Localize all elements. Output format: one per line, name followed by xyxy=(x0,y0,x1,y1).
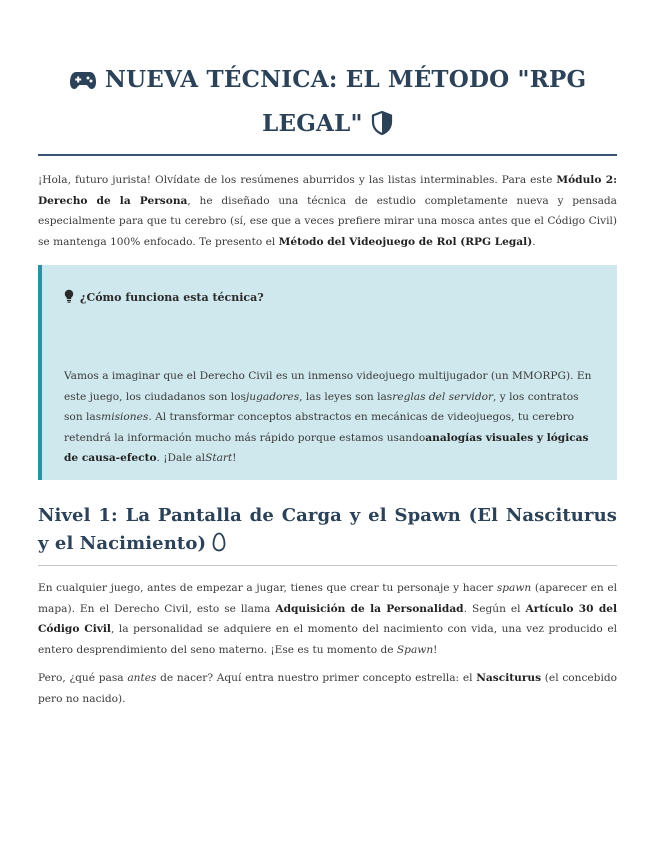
callout-emphasis: reglas del servidor xyxy=(392,390,494,403)
body-text: ! xyxy=(433,643,438,656)
intro-text: ¡Hola, futuro jurista! Olvídate de los resúmenes aburridos y las listas interminables. Para este xyxy=(38,174,557,186)
callout-heading xyxy=(64,289,593,308)
page-title xyxy=(38,60,617,148)
callout-heading-text: ¿Cómo funciona esta técnica? xyxy=(80,291,264,304)
body-strong: Artículo 30 del Código Civil xyxy=(38,602,617,635)
body-text: (el concebido pero no nacido). xyxy=(38,672,617,705)
intro-paragraph xyxy=(38,170,617,252)
body-emphasis: antes xyxy=(127,672,157,684)
body-text: (aparecer en el mapa). En el Derecho Civil, esto se llama xyxy=(38,582,617,615)
body-text: . Según el xyxy=(463,602,526,615)
level-1-paragraph-2 xyxy=(38,668,617,709)
body-emphasis: Spawn xyxy=(396,643,434,656)
module-name: Módulo 2: Derecho de la Persona xyxy=(38,174,617,207)
body-text: En cualquier juego, antes de empezar a jugar, tienes que crear tu personaje y hacer xyxy=(38,582,497,594)
page-title-text: NUEVA TÉCNICA: EL MÉTODO "RPG LEGAL" xyxy=(104,66,587,137)
intro-text: . xyxy=(532,235,536,248)
callout-text: . ¡Dale al xyxy=(156,452,206,464)
shield-icon xyxy=(371,108,393,148)
egg-icon xyxy=(212,532,226,561)
level-1-heading-text: Nivel 1: La Pantalla de Carga y el Spawn (El Nasciturus y el Nacimiento) xyxy=(38,505,617,554)
title-divider xyxy=(38,154,617,156)
callout-body xyxy=(64,366,593,469)
level-1-heading xyxy=(38,502,617,561)
body-text: Pero, ¿qué pasa xyxy=(38,672,128,684)
lightbulb-icon xyxy=(64,289,74,308)
title-section xyxy=(38,0,617,156)
callout-emphasis: Start xyxy=(205,452,233,464)
callout-text: . Al transformar conceptos abstractos en mecánicas de videojuegos, tu cerebro retendrá la información mucho más rápido porque estamos usando xyxy=(64,411,575,444)
intro-text: , he diseñado una técnica de estudio completamente nueva y pensada especialmente para que tu cerebro (sí, ese que a veces prefiere mirar una mosca antes que el Código Civil) se mantenga 100% enfocado. Te presento el xyxy=(38,194,617,248)
callout-text: , las leyes son las xyxy=(299,390,393,403)
method-name: Método del Videojuego de Rol (RPG Legal) xyxy=(278,235,533,248)
callout-strong: analogías visuales y lógicas de causa-efecto xyxy=(64,431,589,464)
body-text: de nacer? Aquí entra nuestro primer concepto estrella: el xyxy=(156,672,477,684)
callout-emphasis: jugadores xyxy=(246,390,300,403)
level-1-paragraph-1 xyxy=(38,578,617,660)
level-1-divider xyxy=(38,565,617,566)
gamepad-icon xyxy=(69,64,97,104)
callout-text: , y los contratos son las xyxy=(64,390,579,423)
callout-text: ! xyxy=(232,452,237,464)
body-text: , la personalidad se adquiere en el momento del nacimiento con vida, una vez producido el entero desprendimiento del seno materno. ¡Ese es tu momento de xyxy=(38,623,617,656)
body-strong: Adquisición de la Personalidad xyxy=(275,602,464,615)
body-emphasis: spawn xyxy=(496,582,532,594)
callout-emphasis: misiones xyxy=(101,411,149,423)
body-strong: Nasciturus xyxy=(476,672,542,684)
callout-text: Vamos a imaginar que el Derecho Civil es un inmenso videojuego multijugador (un MMORPG). En este juego, los ciudadanos son los xyxy=(64,370,592,403)
info-callout xyxy=(38,265,617,480)
